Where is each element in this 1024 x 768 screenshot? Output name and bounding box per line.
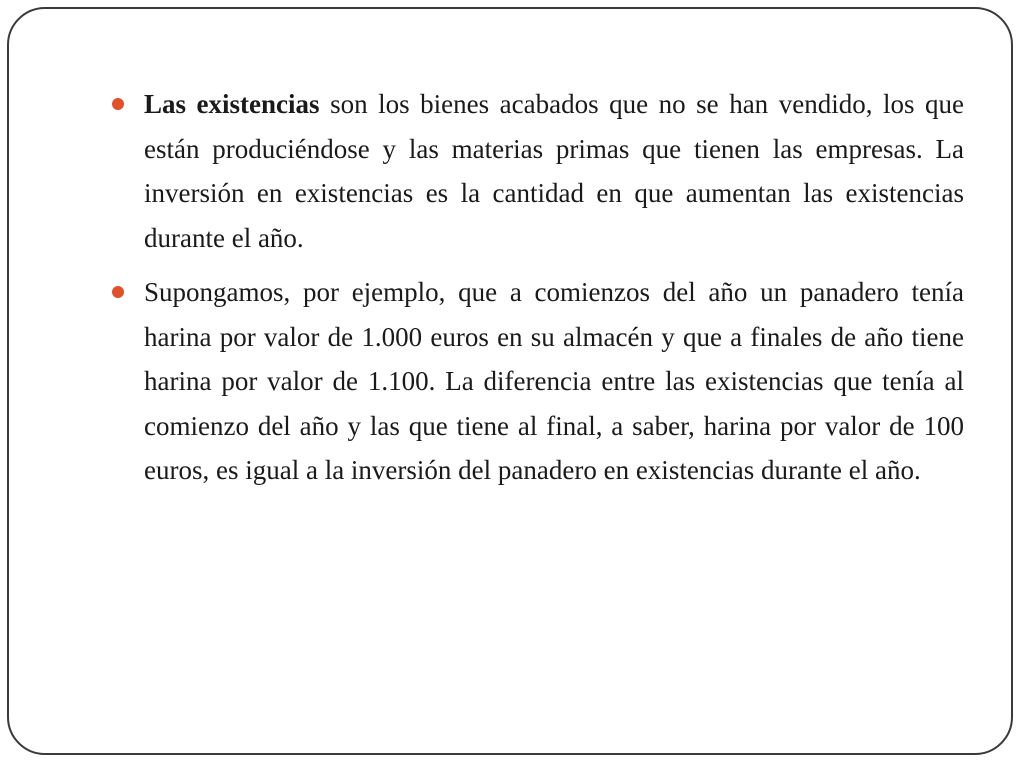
slide-content — [112, 82, 964, 503]
bullet-dot-icon — [112, 286, 124, 298]
bullet-body: son los bienes acabados que no se han vendido, los que están produciéndose y las materias primas que tienen las empresas. La inversión en existencias es la cantidad en que aumentan las existencias durante el año. — [144, 89, 964, 253]
bold-term: Las existencias — [144, 89, 320, 119]
bullet-text — [144, 82, 964, 260]
bullet-item-ejemplo — [112, 270, 964, 493]
bullet-dot-icon — [112, 98, 124, 110]
bullet-text — [144, 270, 964, 493]
bullet-item-existencias — [112, 82, 964, 260]
bullet-body: Supongamos, por ejemplo, que a comienzos del año un panadero tenía harina por valor de 1.000 euros en su almacén y que a finales de año tiene harina por valor de 1.100. La diferencia entre las existencias que tenía al comienzo del año y las que tiene al final, a saber, harina por valor de 100 euros, es igual a la inversión del panadero en existencias durante el año. — [144, 277, 964, 485]
